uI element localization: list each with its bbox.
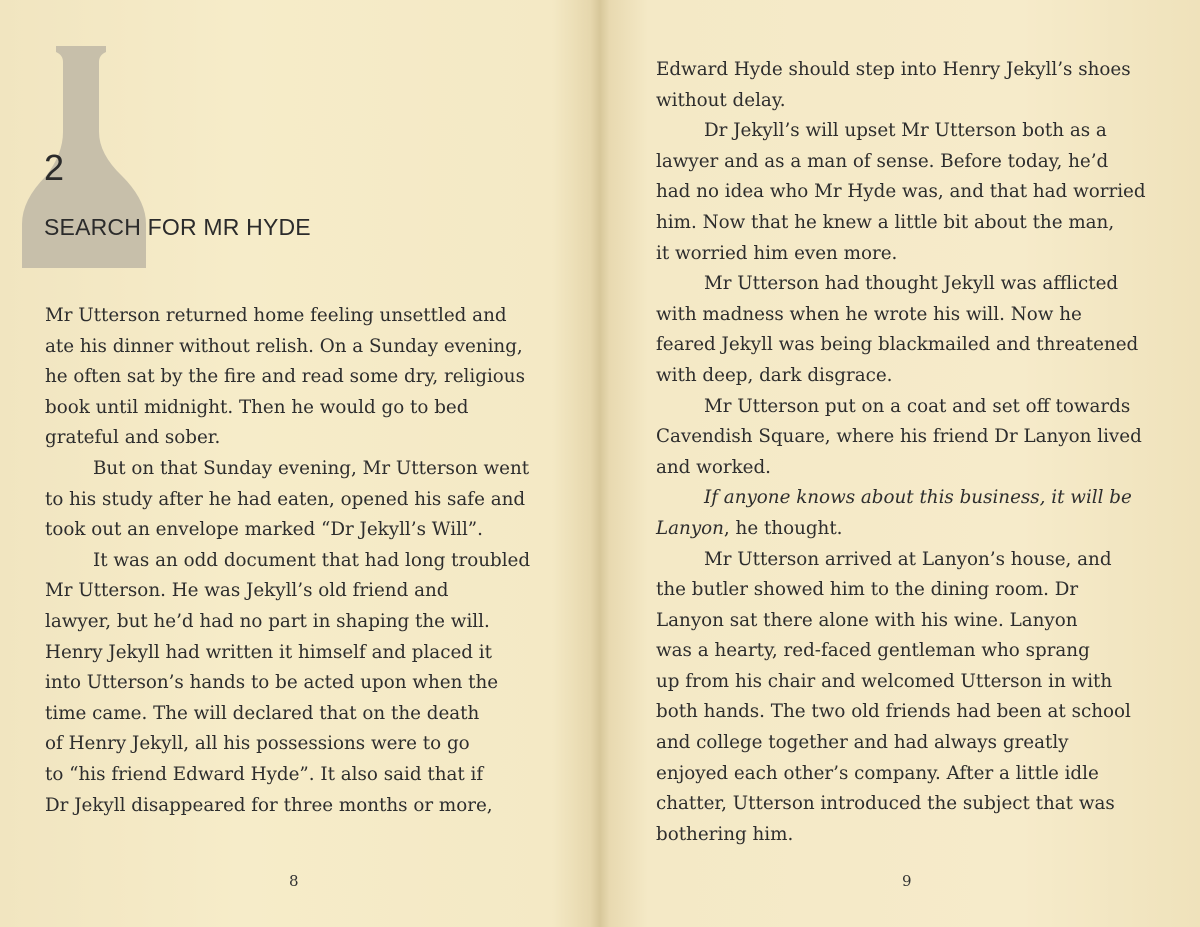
text-line: and worked. bbox=[656, 456, 771, 478]
text-line: to “his friend Edward Hyde”. It also said that if bbox=[45, 763, 484, 785]
text-line bbox=[656, 514, 1146, 545]
text-line: with madness when he wrote his will. Now he bbox=[656, 303, 1082, 325]
text-line: Mr Utterson had thought Jekyll was afflicted bbox=[704, 273, 1119, 295]
chapter-number: 2 bbox=[44, 147, 65, 188]
text-line: Lanyon sat there alone with his wine. Lanyon bbox=[656, 609, 1078, 631]
text-line: book until midnight. Then he would go to bed bbox=[45, 396, 469, 418]
text-line: Mr Utterson returned home feeling unsettled and bbox=[45, 305, 507, 326]
text-line: of Henry Jekyll, all his possessions were to go bbox=[45, 733, 470, 755]
text-line: Mr Utterson arrived at Lanyon’s house, and bbox=[704, 548, 1112, 570]
text-line: enjoyed each other’s company. After a little idle bbox=[656, 762, 1099, 784]
text-line: time came. The will declared that on the death bbox=[45, 702, 480, 724]
text-line: feared Jekyll was being blackmailed and threatened bbox=[656, 334, 1139, 356]
page-number: 8 bbox=[289, 872, 299, 890]
text-line: up from his chair and welcomed Utterson in with bbox=[656, 670, 1113, 692]
text-line: into Utterson’s hands to be acted upon when the bbox=[45, 672, 499, 694]
text-line: Cavendish Square, where his friend Dr Lanyon lived bbox=[656, 426, 1142, 448]
text-line: took out an envelope marked “Dr Jekyll’s Will”. bbox=[45, 519, 483, 541]
text-line: It was an odd document that had long troubled bbox=[93, 549, 531, 571]
text-line: Edward Hyde should step into Henry Jekyll’s shoes bbox=[656, 59, 1131, 80]
text-line: both hands. The two old friends had been at school bbox=[656, 701, 1131, 723]
left-page bbox=[0, 0, 598, 927]
text-line: But on that Sunday evening, Mr Utterson went bbox=[93, 457, 530, 479]
text-line: Mr Utterson put on a coat and set off towards bbox=[704, 395, 1131, 417]
italic-text: Lanyon bbox=[656, 517, 724, 539]
right-page bbox=[602, 0, 1200, 927]
page-number: 9 bbox=[902, 872, 912, 890]
text-line: Mr Utterson. He was Jekyll’s old friend and bbox=[45, 580, 449, 602]
text-line: chatter, Utterson introduced the subject that was bbox=[656, 793, 1115, 815]
text-line: him. Now that he knew a little bit about the man, bbox=[656, 211, 1115, 233]
text-line: ate his dinner without relish. On a Sunday evening, bbox=[45, 335, 523, 357]
text-line: he often sat by the fire and read some dry, religious bbox=[45, 366, 525, 388]
text-line: to his study after he had eaten, opened his safe and bbox=[45, 488, 526, 510]
text-line: without delay. bbox=[656, 89, 786, 111]
text-line: Henry Jekyll had written it himself and placed it bbox=[45, 641, 492, 663]
text-line: was a hearty, red-faced gentleman who sprang bbox=[656, 640, 1090, 662]
text-line: and college together and had always greatly bbox=[656, 732, 1069, 754]
right-page-text bbox=[656, 55, 1146, 850]
text-line: lawyer and as a man of sense. Before today, he’d bbox=[656, 150, 1109, 172]
text-line: had no idea who Mr Hyde was, and that had worried bbox=[656, 181, 1146, 203]
text-line: with deep, dark disgrace. bbox=[656, 364, 893, 386]
text-line: bothering him. bbox=[656, 823, 794, 845]
text-line: the butler showed him to the dining room. Dr bbox=[656, 579, 1079, 601]
text-line: grateful and sober. bbox=[45, 427, 221, 449]
text-line: it worried him even more. bbox=[656, 242, 898, 264]
left-page-text bbox=[45, 301, 530, 821]
text-line: Dr Jekyll disappeared for three months or more, bbox=[45, 794, 493, 816]
text-line: Dr Jekyll’s will upset Mr Utterson both as a bbox=[704, 120, 1107, 142]
chapter-title: SEARCH FOR MR HYDE bbox=[44, 214, 311, 240]
text-line: lawyer, but he’d had no part in shaping the will. bbox=[45, 610, 490, 632]
text-span: , he thought. bbox=[723, 517, 843, 539]
text-line: If anyone knows about this business, it will be bbox=[704, 487, 1132, 509]
